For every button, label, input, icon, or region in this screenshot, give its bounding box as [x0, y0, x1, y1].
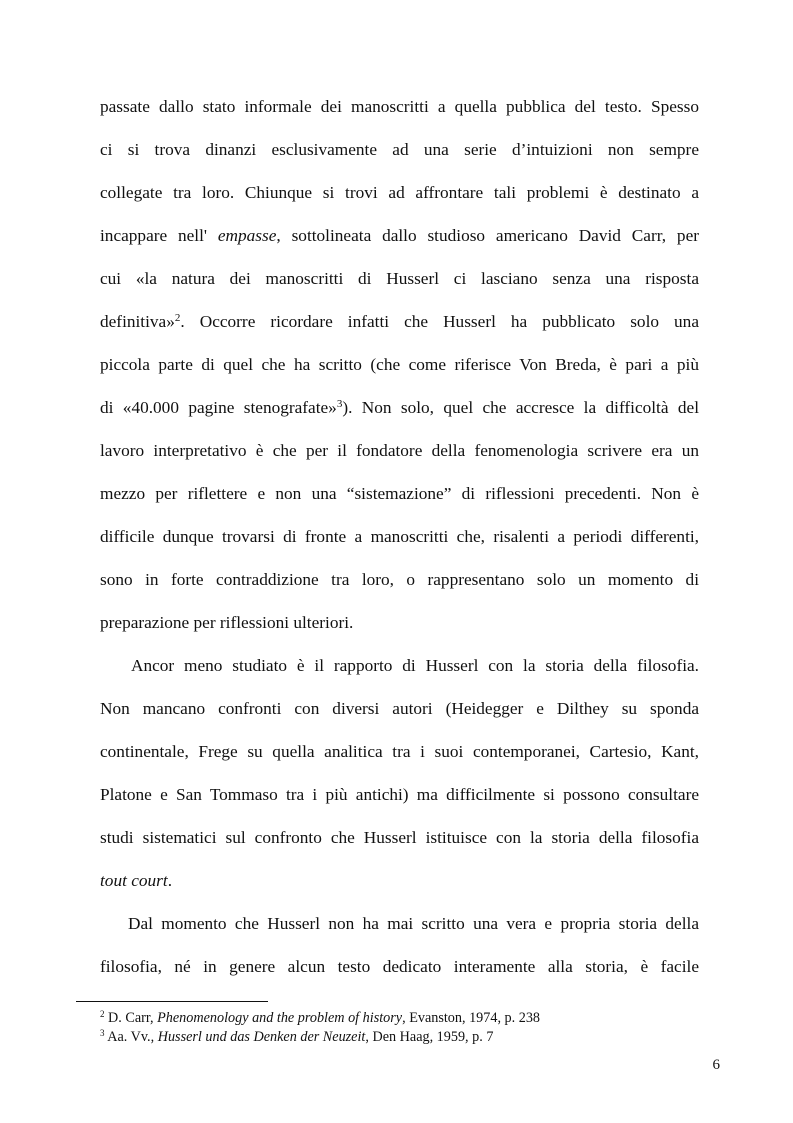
text-line: mezzo per riflettere e non una “sistemazione” di riflessioni precedenti. Non è	[100, 484, 699, 503]
text-run: di «40.000 pagine stenografate»	[100, 398, 337, 417]
text-line: Ancor meno studiato è il rapporto di Husserl con la storia della filosofia.	[131, 656, 699, 675]
text-line: filosofia, né in genere alcun testo dedicato interamente alla storia, è facile	[100, 957, 699, 976]
text-run: . Occorre ricordare infatti che Husserl ha pubblicato solo una	[180, 312, 699, 331]
text-line	[100, 398, 699, 418]
text-run: ). Non solo, quel che accresce la difficoltà del	[342, 398, 699, 417]
text-line: continentale, Frege su quella analitica tra i suoi contemporanei, Cartesio, Kant,	[100, 742, 699, 761]
text-run: , sottolineata dallo studioso americano David Carr, per	[276, 226, 699, 245]
emphasis: Husserl und das Denken der Neuzeit	[157, 1029, 366, 1045]
text-line: cui «la natura dei manoscritti di Husserl ci lasciano senza una risposta	[100, 269, 699, 288]
text-line: preparazione per riflessioni ulteriori.	[100, 613, 354, 632]
emphasis: tout court	[100, 871, 168, 890]
text-line: piccola parte di quel che ha scritto (che come riferisce Von Breda, è pari a più	[100, 355, 699, 374]
text-run: , Evanston, 1974, p. 238	[402, 1010, 541, 1026]
text-line: Non mancano confronti con diversi autori (Heidegger e Dilthey su sponda	[100, 699, 699, 718]
footnote-ref: 3	[336, 398, 343, 410]
text-run: Aa. Vv.,	[104, 1029, 158, 1045]
footnote-ref: 2	[174, 312, 181, 324]
text-line	[100, 871, 699, 891]
emphasis: Phenomenology and the problem of history	[157, 1010, 403, 1026]
text-line: collegate tra loro. Chiunque si trovi ad affrontare tali problemi è destinato a	[100, 183, 699, 202]
text-run: incappare nell'	[100, 226, 218, 245]
footnote-number: 2	[100, 1009, 105, 1019]
footnote	[100, 1029, 700, 1045]
text-run: , Den Haag, 1959, p. 7	[365, 1029, 494, 1045]
emphasis: empasse	[217, 226, 277, 245]
footnote-separator	[76, 1001, 268, 1002]
text-run: D. Carr,	[104, 1010, 158, 1026]
footnote	[100, 1010, 700, 1026]
footnote-number: 3	[100, 1028, 105, 1038]
text-line: studi sistematici sul confronto che Husserl istituisce con la storia della filosofia	[100, 828, 699, 847]
text-line	[100, 312, 699, 332]
text-line	[100, 226, 699, 246]
text-line: Dal momento che Husserl non ha mai scritto una vera e propria storia della	[128, 914, 699, 933]
text-line: Platone e San Tommaso tra i più antichi) ma difficilmente si possono consultare	[100, 785, 699, 804]
text-run: .	[167, 871, 173, 890]
text-line: lavoro interpretativo è che per il fondatore della fenomenologia scrivere era un	[100, 441, 699, 460]
page-number: 6	[712, 1057, 720, 1073]
text-line: sono in forte contraddizione tra loro, o rappresentano solo un momento di	[100, 570, 699, 589]
text-line: difficile dunque trovarsi di fronte a manoscritti che, risalenti a periodi differenti,	[100, 527, 699, 546]
text-line: ci si trova dinanzi esclusivamente ad una serie d’intuizioni non sempre	[100, 140, 699, 159]
text-line: passate dallo stato informale dei manoscritti a quella pubblica del testo. Spesso	[100, 97, 699, 116]
text-run: definitiva»	[100, 312, 175, 331]
